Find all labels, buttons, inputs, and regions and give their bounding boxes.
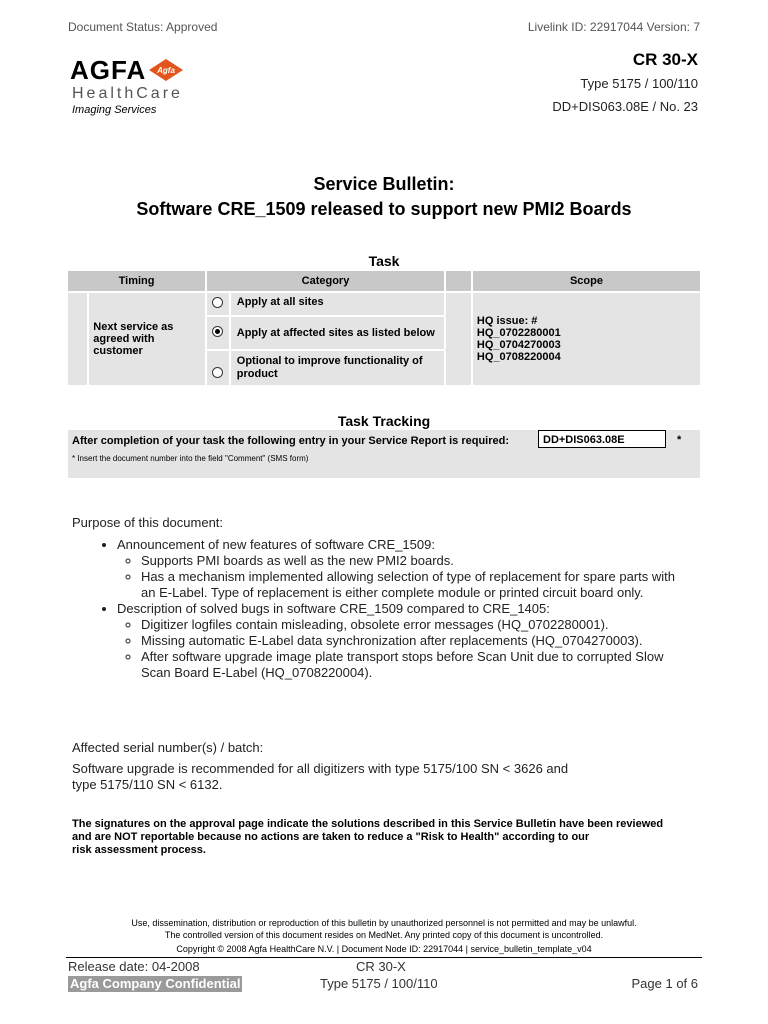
confidential-label: Agfa Company Confidential: [70, 976, 241, 991]
imaging-services-text: Imaging Services: [72, 104, 157, 116]
disclaimer-2: The controlled version of this document resides on MedNet. Any printed copy of this document is uncontrolled.: [164, 930, 604, 940]
purpose-item-text: Announcement of new features of software CRE_1509:: [117, 537, 435, 552]
bulletin-subtitle: Software CRE_1509 released to support new PMI2 Boards: [136, 199, 632, 219]
footer-type: Type 5175 / 100/110: [320, 976, 438, 991]
page-number: Page 1 of 6: [631, 976, 698, 991]
scope-header: Scope: [472, 271, 700, 291]
scope-line: HQ_0708220004: [476, 351, 561, 363]
product-name: CR 30-X: [632, 50, 698, 69]
signature-note-2: and are NOT reportable because no actions are taken to reduce a "Risk to Health" according to our: [72, 831, 590, 843]
livelink-id: Livelink ID: 22917044 Version: 7: [527, 20, 700, 34]
scope-line: HQ_0702280001: [476, 327, 561, 339]
radio-all-sites[interactable]: [212, 297, 223, 308]
footer-divider: [66, 957, 702, 958]
entry-asterisk: *: [677, 434, 682, 446]
option-all-sites: Apply at all sites: [230, 293, 445, 315]
signature-note-3: risk assessment process.: [72, 844, 206, 856]
scope-spacer: [445, 271, 472, 291]
timing-value: Next service as agreed with customer: [88, 293, 206, 385]
purpose-subitem: ◦ Missing automatic E-Label data synchronization after replacements (HQ_0704270003).: [141, 633, 692, 649]
agfa-rhombus-logo: [148, 58, 184, 82]
product-type: Type 5175 / 100/110: [580, 76, 698, 91]
tracking-instruction: After completion of your task the following entry in your Service Report is required:: [72, 435, 510, 447]
scope-line: HQ issue: #: [476, 315, 538, 327]
purpose-list: [72, 537, 692, 681]
tracking-note: * Insert the document number into the field "Comment" (SMS form): [72, 454, 309, 463]
signature-note-1: The signatures on the approval page indicate the solutions described in this Service Bulletin have been reviewed: [72, 818, 664, 830]
option-optional: Optional to improve functionality of product: [230, 351, 445, 385]
purpose-heading: Purpose of this document:: [72, 515, 224, 530]
task-table: [68, 271, 700, 385]
radio-optional[interactable]: [212, 367, 223, 378]
option-affected-sites: Apply at affected sites as listed below: [230, 317, 445, 349]
purpose-subitem: ◦ Digitizer logfiles contain misleading, obsolete error messages (HQ_0702280001).: [141, 617, 692, 633]
logo-badge-text: Agfa: [157, 66, 175, 75]
scope-line: HQ_0704270003: [476, 339, 561, 351]
scope-cell: [472, 293, 700, 385]
affected-line-1: Software upgrade is recommended for all digitizers with type 5175/100 SN < 3626 and: [72, 761, 569, 776]
service-report-entry: DD+DIS063.08E: [538, 430, 666, 448]
purpose-subitem: ◦ Has a mechanism implemented allowing selection of type of replacement for spare parts with an E-Label. Type of replacement is either complete module or printed circuit board only.: [141, 569, 692, 601]
affected-line-2: type 5175/110 SN < 6132.: [72, 777, 223, 792]
purpose-item: [117, 601, 692, 681]
footer-product: CR 30-X: [356, 959, 406, 974]
purpose-subitem: ◦ After software upgrade image plate transport stops before Scan Unit due to corrupted Slow Scan Board E-Label (HQ_0708220004).: [141, 649, 692, 681]
purpose-item: [117, 537, 692, 601]
healthcare-text: HealthCare: [72, 85, 183, 102]
disclaimer-1: Use, dissemination, distribution or reproduction of this bulletin by unauthorized personnel is not permitted and may be unlawful.: [131, 918, 637, 928]
affected-heading: Affected serial number(s) / batch:: [72, 740, 264, 755]
radio-affected-sites[interactable]: [212, 326, 223, 337]
copyright: Copyright © 2008 Agfa HealthCare N.V. | Document Node ID: 22917044 | service_bulletin_template_v04: [176, 944, 592, 954]
task-heading: Task: [368, 253, 400, 269]
task-tracking-heading: Task Tracking: [337, 413, 431, 429]
agfa-logo-text: AGFA: [70, 55, 147, 85]
document-number: DD+DIS063.08E / No. 23: [552, 99, 698, 114]
release-date: Release date: 04-2008: [68, 959, 200, 974]
bulletin-title: Service Bulletin:: [313, 174, 455, 194]
timing-header: Timing: [68, 271, 206, 291]
document-status: Document Status: Approved: [68, 20, 218, 34]
purpose-item-text: Description of solved bugs in software CRE_1509 compared to CRE_1405:: [117, 601, 550, 616]
purpose-subitem: ◦ Supports PMI boards as well as the new PMI2 boards.: [141, 553, 692, 569]
category-header: Category: [206, 271, 445, 291]
